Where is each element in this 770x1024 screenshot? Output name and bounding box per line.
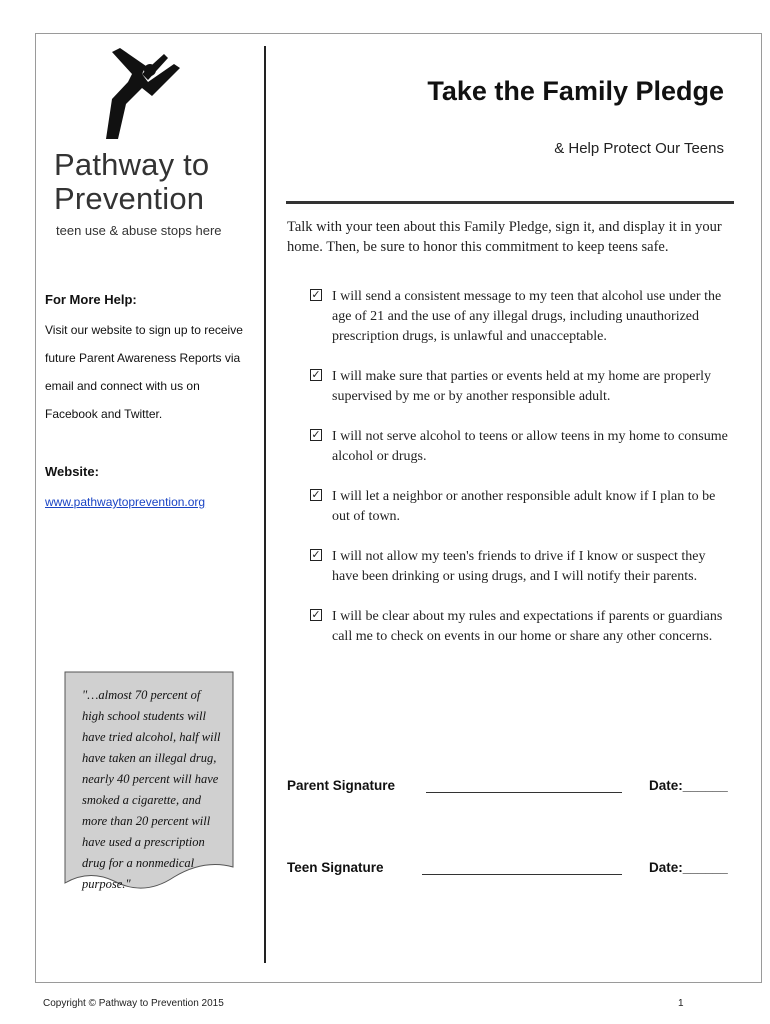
pledge-text: I will make sure that parties or events held at my home are properly supervised by me or by another responsible adult.: [332, 369, 712, 404]
checkbox-checked[interactable]: ✓: [311, 608, 321, 621]
page-title: Take the Family Pledge: [427, 76, 724, 106]
footer-copyright: Copyright © Pathway to Prevention 2015: [43, 998, 224, 1009]
pledge-item: [310, 607, 730, 647]
pledge-text: I will be clear about my rules and expectations if parents or guardians call me to check on events in our home or share any other concerns.: [332, 609, 723, 644]
logo-tagline: teen use & abuse stops here: [56, 223, 222, 238]
checkbox-checked[interactable]: ✓: [311, 288, 321, 301]
website-heading: Website:: [45, 464, 99, 479]
checkbox-checked[interactable]: ✓: [311, 368, 321, 381]
intro-text: Talk with your teen about this Family Pledge, sign it, and display it in your home. Then, be sure to honor this commitment to keep teens safe.: [287, 219, 722, 255]
logo-name-line2: Prevention: [54, 181, 205, 216]
logo: [42, 44, 242, 244]
pledge-text: I will let a neighbor or another responsible adult know if I plan to be out of town.: [332, 489, 716, 524]
teen-signature-label: Teen Signature: [287, 860, 384, 875]
parent-date-label: Date:______: [649, 778, 728, 793]
help-text: Visit our website to sign up to receive future Parent Awareness Reports via email and connect with us on Facebook and Twitter.: [45, 323, 243, 421]
pledge-text: I will not serve alcohol to teens or allow teens in my home to consume alcohol or drugs.: [332, 429, 728, 464]
pledge-item: [310, 287, 730, 347]
pledge-item: [310, 547, 730, 587]
page-subtitle: & Help Protect Our Teens: [554, 140, 724, 157]
parent-signature-label: Parent Signature: [287, 778, 396, 793]
help-heading: For More Help:: [45, 292, 137, 307]
teen-date-label: Date:______: [649, 860, 728, 875]
website-link[interactable]: www.pathwaytoprevention.org: [45, 495, 206, 509]
checkbox-checked[interactable]: ✓: [311, 548, 321, 561]
checkbox-checked[interactable]: ✓: [311, 488, 321, 501]
pledge-item: [310, 427, 730, 467]
page-number: 1: [678, 998, 684, 1009]
logo-wordmark: [54, 148, 209, 216]
quote-text: "…almost 70 percent of high school students will have tried alcohol, half will have taken an illegal drug, nearly 40 percent will have smoked a cigarette, and more than 20 percent will have used a prescription drug for a nonmedical purpose.": [82, 688, 221, 891]
dancing-figure-icon: [102, 44, 222, 144]
checkbox-checked[interactable]: ✓: [311, 428, 321, 441]
column-divider: [264, 46, 266, 963]
pledge-text: I will not allow my teen's friends to drive if I know or suspect they have been drinking or using drugs, and I will notify their parents.: [332, 549, 706, 584]
logo-name-line1: Pathway to: [54, 147, 210, 182]
pledge-text: I will send a consistent message to my teen that alcohol use under the age of 21 and the use of any illegal drugs, including unauthorized prescription drugs, is unlawful and unacceptable.: [332, 289, 722, 344]
parent-signature-line[interactable]: [426, 792, 622, 793]
teen-signature-line[interactable]: [422, 874, 622, 875]
title-rule: [286, 201, 734, 204]
pledge-item: [310, 367, 730, 407]
pledge-item: [310, 487, 730, 527]
quote-callout: [64, 671, 234, 901]
